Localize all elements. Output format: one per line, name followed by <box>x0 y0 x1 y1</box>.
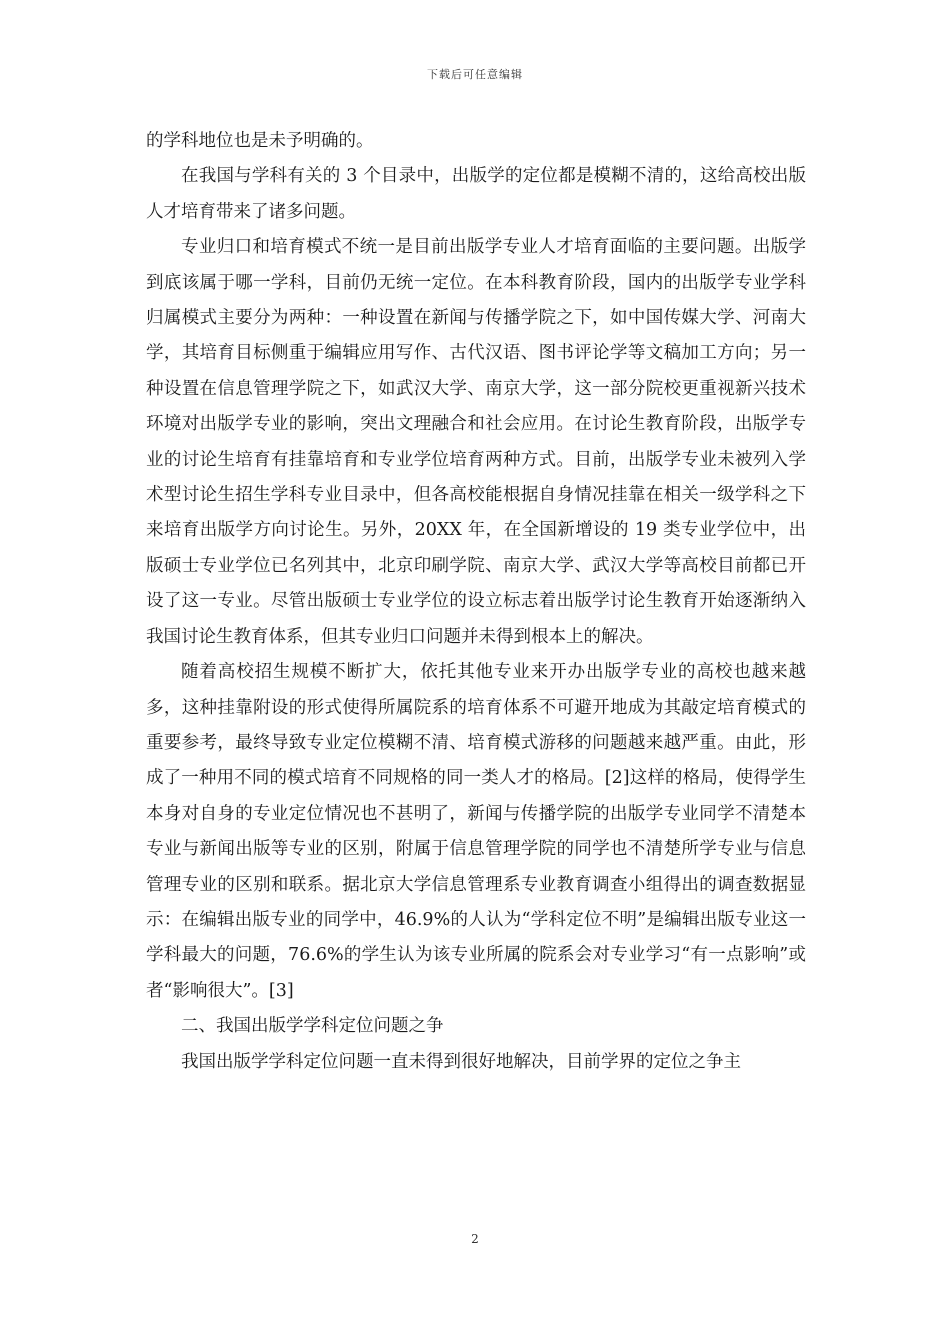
page-header: 下载后可任意编辑 <box>427 68 523 81</box>
document-body <box>146 124 806 1080</box>
paragraph: 专业归口和培育模式不统一是目前出版学专业人才培育面临的主要问题。出版学到底该属于哪一学科，目前仍无统一定位。在本科教育阶段，国内的出版学专业学科归属模式主要分为两种：一种设置在新闻与传播学院之下，如中国传媒大学、河南大学，其培育目标侧重于编辑应用写作、古代汉语、图书评论学等文稿加工方向；另一种设置在信息管理学院之下，如武汉大学、南京大学，这一部分院校更重视新兴技术环境对出版学专业的影响，突出文理融合和社会应用。在讨论生教育阶段，出版学专业的讨论生培育有挂靠培育和专业学位培育两种方式。目前，出版学专业未被列入学术型讨论生招生学科专业目录中，但各高校能根据自身情况挂靠在相关一级学科之下来培育出版学方向讨论生。另外，20XX 年，在全国新增设的 19 类专业学位中，出版硕士专业学位已名列其中，北京印刷学院、南京大学、武汉大学等高校目前都已开设了这一专业。尽管出版硕士专业学位的设立标志着出版学讨论生教育开始逐渐纳入我国讨论生教育体系，但其专业归口问题并未得到根本上的解决。 <box>146 237 806 647</box>
section-heading: 二、我国出版学学科定位问题之争 <box>181 1016 444 1037</box>
paragraph: 的学科地位也是未予明确的。 <box>146 131 374 151</box>
paragraph: 我国出版学学科定位问题一直未得到很好地解决，目前学界的定位之争主 <box>181 1051 741 1072</box>
paragraph: 随着高校招生规模不断扩大，依托其他专业来开办出版学专业的高校也越来越多，这种挂靠附设的形式使得所属院系的培育体系不可避开地成为其敲定培育模式的重要参考，最终导致专业定位模糊不清、培育模式游移的问题越来越严重。由此，形成了一种用不同的模式培育不同规格的同一类人才的格局。[2]这样的格局，使得学生本身对自身的专业定位情况也不甚明了，新闻与传播学院的出版学专业同学不清楚本专业与新闻出版等专业的区别，附属于信息管理学院的同学也不清楚所学专业与信息管理专业的区别和联系。据北京大学信息管理系专业教育调查小组得出的调查数据显示：在编辑出版专业的同学中，46.9%的人认为“学科定位不明”是编辑出版专业这一学科最大的问题，76.6%的学生认为该专业所属的院系会对专业学习“有一点影响”或者“影响很大”。[3] <box>146 662 806 1001</box>
paragraph: 在我国与学科有关的 3 个目录中，出版学的定位都是模糊不清的，这给高校出版人才培育带来了诸多问题。 <box>146 166 806 222</box>
page-number: 2 <box>471 1232 479 1246</box>
